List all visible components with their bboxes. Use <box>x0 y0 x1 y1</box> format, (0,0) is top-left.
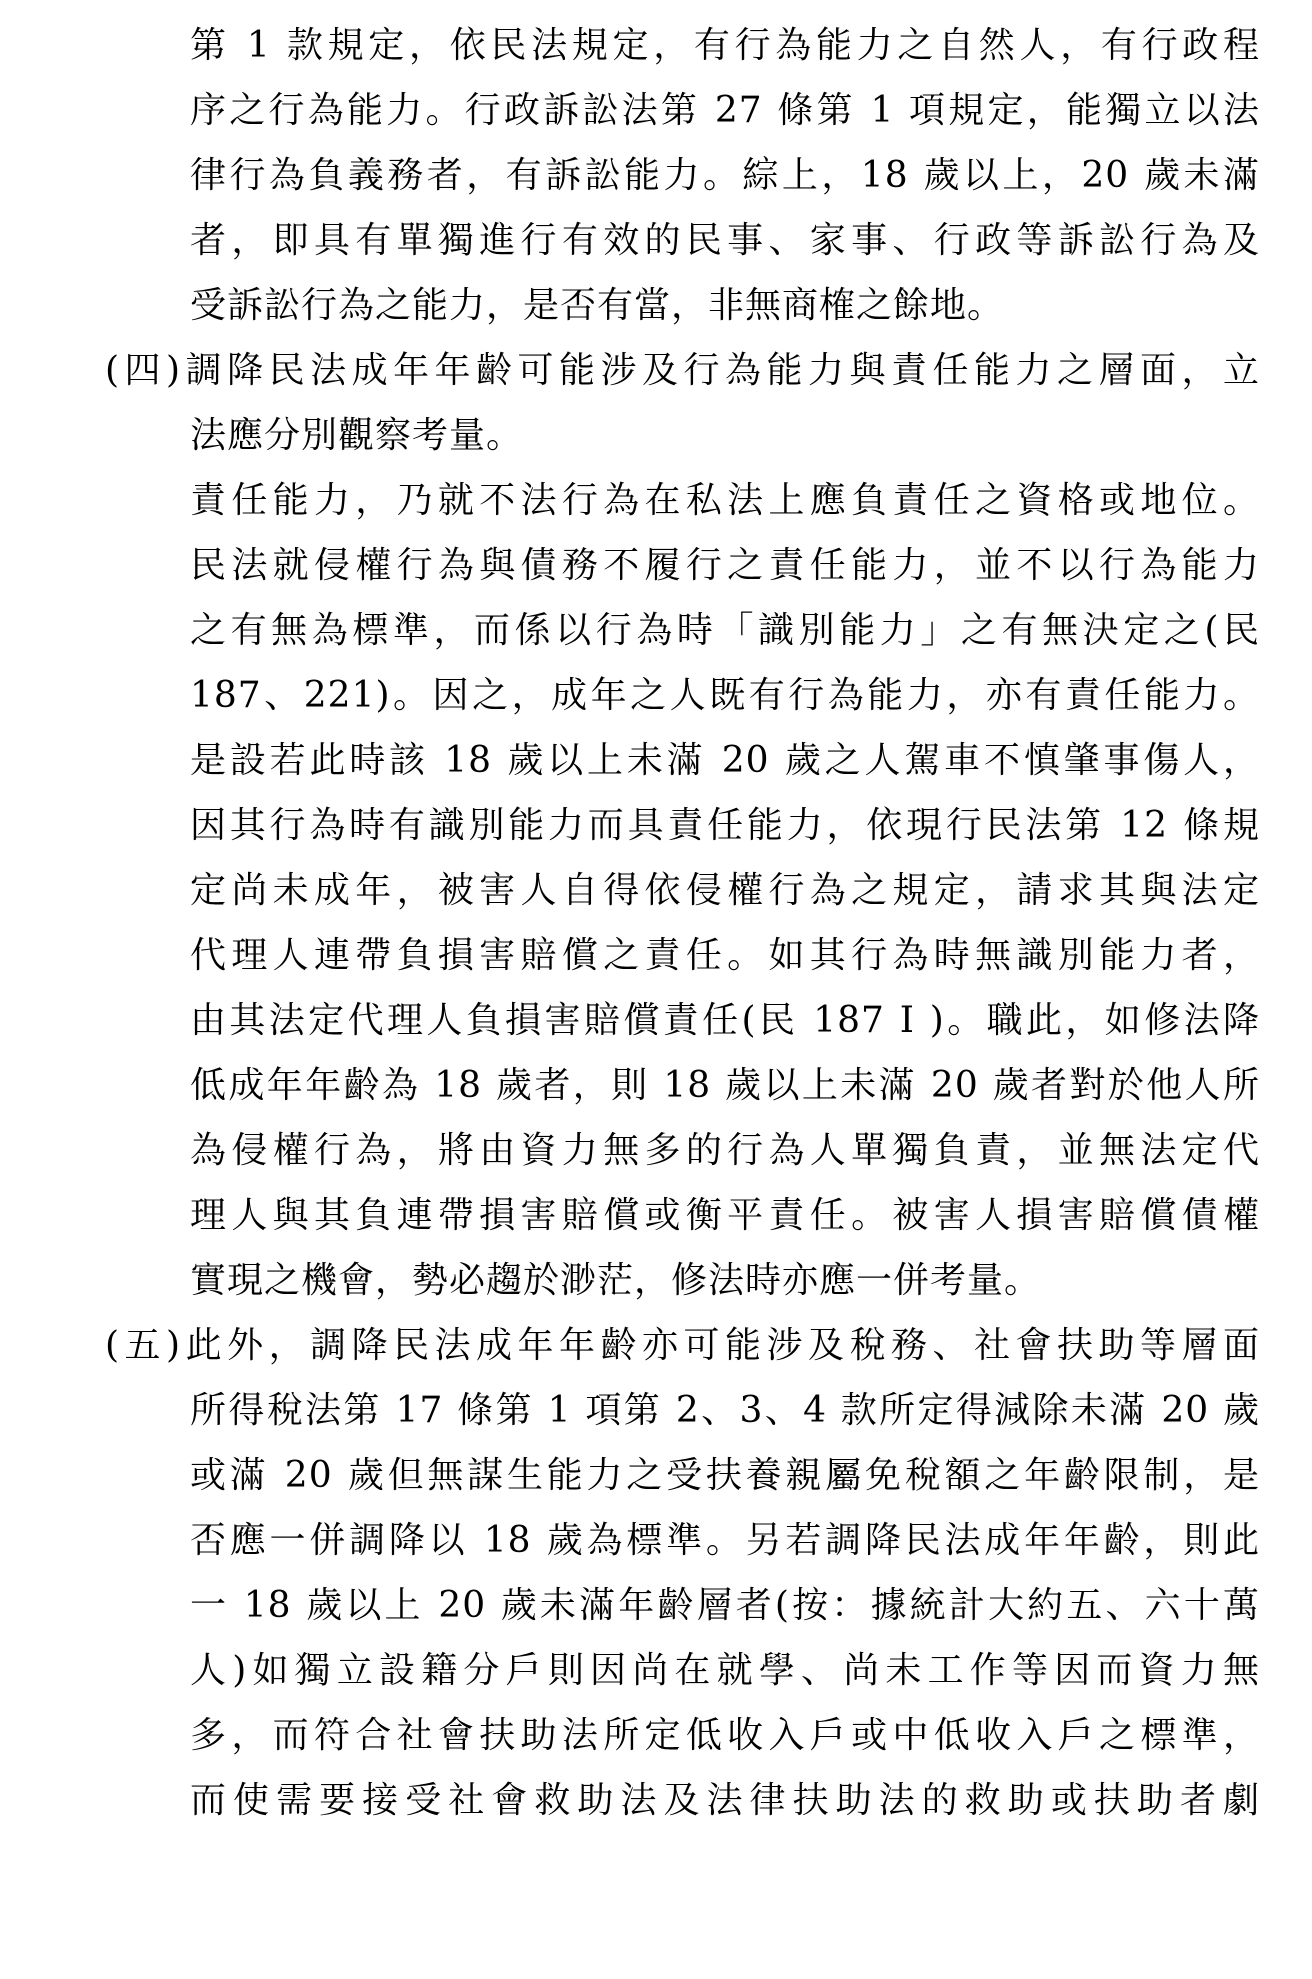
section-4-line: 定尚未成年，被害人自得依侵權行為之規定，請求其與法定 <box>190 870 1260 911</box>
section-4-line: 實現之機會，勢必趨於渺茫，修法時亦應一併考量。 <box>190 1260 1042 1301</box>
section-4-line: 為侵權行為，將由資力無多的行為人單獨負責，並無法定代 <box>190 1130 1260 1171</box>
paragraph-line: 受訴訟行為之能力，是否有當，非無商榷之餘地。 <box>190 285 1005 326</box>
section-4-line: 是設若此時該 18 歲以上未滿 20 歲之人駕車不慎肇事傷人， <box>190 740 1260 781</box>
section-5-heading: (五)此外，調降民法成年年齡亦可能涉及稅務、社會扶助等層面 <box>105 1325 1260 1366</box>
section-5-line: 而使需要接受社會救助法及法律扶助法的救助或扶助者劇 <box>190 1780 1260 1821</box>
section-4-line: 民法就侵權行為與債務不履行之責任能力，並不以行為能力 <box>190 545 1260 586</box>
paragraph-line: 第 1 款規定，依民法規定，有行為能力之自然人，有行政程 <box>190 25 1260 66</box>
section-5-line: 否應一併調降以 18 歲為標準。另若調降民法成年年齡，則此 <box>190 1520 1260 1561</box>
section-4-line: 之有無為標準，而係以行為時「識別能力」之有無決定之(民 <box>190 610 1260 651</box>
paragraph-line: 律行為負義務者，有訴訟能力。綜上，18 歲以上，20 歲未滿 <box>190 155 1260 196</box>
section-5-line: 所得稅法第 17 條第 1 項第 2、3、4 款所定得減除未滿 20 歲 <box>190 1390 1260 1431</box>
section-5-line: 人)如獨立設籍分戶則因尚在就學、尚未工作等因而資力無 <box>190 1650 1260 1691</box>
section-4-heading-cont: 法應分別觀察考量。 <box>190 415 524 456</box>
section-4-line: 由其法定代理人負損害賠償責任(民 187 I )。職此，如修法降 <box>190 1000 1260 1041</box>
section-4-line: 責任能力，乃就不法行為在私法上應負責任之資格或地位。 <box>190 480 1260 521</box>
section-4-line: 低成年年齡為 18 歲者，則 18 歲以上未滿 20 歲者對於他人所 <box>190 1065 1260 1106</box>
section-4-line: 代理人連帶負損害賠償之責任。如其行為時無識別能力者， <box>190 935 1260 976</box>
paragraph-line: 者，即具有單獨進行有效的民事、家事、行政等訴訟行為及 <box>190 220 1260 261</box>
section-4-line: 187、221)。因之，成年之人既有行為能力，亦有責任能力。 <box>190 675 1260 716</box>
section-5-line: 或滿 20 歲但無謀生能力之受扶養親屬免稅額之年齡限制，是 <box>190 1455 1260 1496</box>
section-5-line: 多，而符合社會扶助法所定低收入戶或中低收入戶之標準， <box>190 1715 1260 1756</box>
section-4-line: 因其行為時有識別能力而具責任能力，依現行民法第 12 條規 <box>190 805 1260 846</box>
section-4-line: 理人與其負連帶損害賠償或衡平責任。被害人損害賠償債權 <box>190 1195 1260 1236</box>
paragraph-line: 序之行為能力。行政訴訟法第 27 條第 1 項規定，能獨立以法 <box>190 90 1260 131</box>
section-4-heading: (四)調降民法成年年齡可能涉及行為能力與責任能力之層面，立 <box>105 350 1260 391</box>
section-5-line: 一 18 歲以上 20 歲未滿年齡層者(按：據統計大約五、六十萬 <box>190 1585 1260 1626</box>
